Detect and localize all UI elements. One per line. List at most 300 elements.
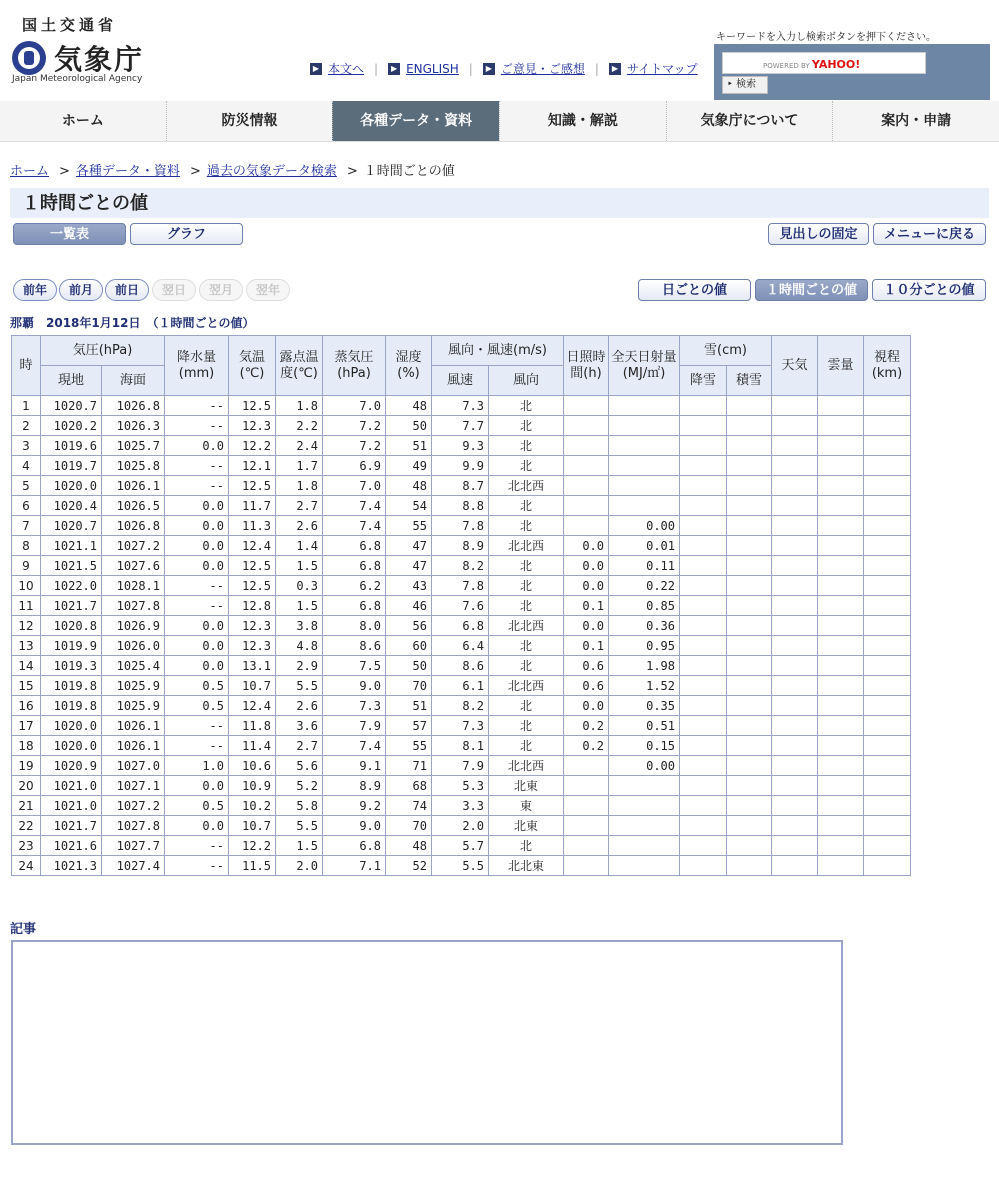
table-cell: 9.2 — [323, 796, 386, 816]
table-cell — [727, 496, 772, 516]
table-cell: 1020.7 — [41, 516, 102, 536]
table-cell: 12.3 — [229, 616, 276, 636]
nav-home[interactable]: ホーム — [61, 113, 104, 129]
table-row — [12, 476, 911, 496]
table-cell — [727, 556, 772, 576]
link-separator: | — [374, 61, 379, 76]
table-cell — [772, 736, 818, 756]
table-cell: -- — [165, 476, 229, 496]
table-cell: 北 — [489, 656, 564, 676]
col-radiation: 全天日射量(MJ/㎡) — [609, 336, 680, 396]
table-cell — [864, 556, 911, 576]
table-cell: 3 — [12, 436, 41, 456]
table-cell: 7.0 — [323, 396, 386, 416]
nav-guide[interactable]: 案内・申請 — [832, 101, 999, 141]
table-cell: 11.5 — [229, 856, 276, 876]
table-cell: 北 — [489, 736, 564, 756]
table-cell: 21 — [12, 796, 41, 816]
table-cell: 2.7 — [276, 736, 323, 756]
table-cell: 57 — [386, 716, 432, 736]
table-cell — [818, 596, 864, 616]
table-cell: 7.3 — [323, 696, 386, 716]
global-nav — [0, 101, 999, 142]
table-cell: 5 — [12, 476, 41, 496]
table-cell: 55 — [386, 516, 432, 536]
table-cell: 北北東 — [489, 856, 564, 876]
table-cell: 1020.7 — [41, 396, 102, 416]
table-cell: 0.0 — [564, 536, 609, 556]
table-cell: 7.7 — [432, 416, 489, 436]
table-caption: 那覇 2018年1月12日 （１時間ごとの値） — [10, 316, 255, 330]
link-main-text[interactable]: 本文へ — [328, 62, 365, 76]
table-cell: 1022.0 — [41, 576, 102, 596]
table-cell — [727, 696, 772, 716]
table-cell: 10.7 — [229, 676, 276, 696]
table-cell: 9 — [12, 556, 41, 576]
nav-about[interactable]: 気象庁について — [666, 101, 833, 141]
table-row — [12, 656, 911, 676]
search-input[interactable] — [722, 52, 926, 74]
table-cell: 56 — [386, 616, 432, 636]
table-cell — [864, 616, 911, 636]
table-cell — [818, 516, 864, 536]
table-cell — [818, 496, 864, 516]
table-cell: 10.2 — [229, 796, 276, 816]
table-cell: 12.2 — [229, 836, 276, 856]
table-cell — [727, 416, 772, 436]
table-cell — [564, 816, 609, 836]
table-row — [12, 596, 911, 616]
table-cell: 10.7 — [229, 816, 276, 836]
table-cell — [818, 456, 864, 476]
graph-view-button[interactable]: グラフ — [130, 223, 243, 245]
table-cell — [818, 756, 864, 776]
table-cell — [609, 396, 680, 416]
table-cell: 1020.4 — [41, 496, 102, 516]
table-cell: 1021.1 — [41, 536, 102, 556]
table-row — [12, 576, 911, 596]
table-cell: 7.1 — [323, 856, 386, 876]
table-cell: 0.36 — [609, 616, 680, 636]
table-cell: 22 — [12, 816, 41, 836]
table-cell: 12.4 — [229, 536, 276, 556]
table-cell — [727, 516, 772, 536]
table-cell: 8.2 — [432, 696, 489, 716]
col-snow: 雪(cm) — [680, 336, 772, 366]
table-cell — [864, 496, 911, 516]
table-cell — [727, 676, 772, 696]
table-cell: 北 — [489, 496, 564, 516]
link-separator: | — [468, 61, 473, 76]
jma-logo-icon — [12, 41, 46, 75]
table-cell — [564, 416, 609, 436]
link-feedback[interactable]: ご意見・ご感想 — [500, 62, 585, 76]
table-cell: 2.0 — [432, 816, 489, 836]
table-cell: 51 — [386, 696, 432, 716]
table-cell — [772, 576, 818, 596]
table-cell: 8.8 — [432, 496, 489, 516]
table-cell: 0.0 — [564, 696, 609, 716]
link-english[interactable]: ENGLISH — [406, 61, 459, 76]
table-cell: 0.22 — [609, 576, 680, 596]
table-cell: 50 — [386, 656, 432, 676]
table-cell: 8.7 — [432, 476, 489, 496]
table-cell: 19 — [12, 756, 41, 776]
table-cell: 1026.0 — [102, 636, 165, 656]
table-cell: -- — [165, 456, 229, 476]
table-cell: 0.0 — [165, 536, 229, 556]
table-row — [12, 836, 911, 856]
col-wind-speed: 風速 — [432, 366, 489, 396]
table-cell: 6.8 — [432, 616, 489, 636]
col-snowdepth: 積雪 — [727, 366, 772, 396]
table-cell: 7 — [12, 516, 41, 536]
table-cell: 3.8 — [276, 616, 323, 636]
table-cell — [772, 696, 818, 716]
table-cell: 0.95 — [609, 636, 680, 656]
table-cell — [680, 436, 727, 456]
table-cell — [864, 776, 911, 796]
table-cell: 0.5 — [165, 796, 229, 816]
table-cell — [864, 796, 911, 816]
col-temp: 気温(℃) — [229, 336, 276, 396]
table-cell — [680, 416, 727, 436]
table-cell: 5.2 — [276, 776, 323, 796]
table-cell: 7.3 — [432, 716, 489, 736]
table-cell: 6.4 — [432, 636, 489, 656]
table-cell — [864, 596, 911, 616]
table-cell: 2.9 — [276, 656, 323, 676]
table-cell — [727, 396, 772, 416]
next-day-button: 翌日 — [152, 279, 196, 301]
table-cell: 11.4 — [229, 736, 276, 756]
table-cell — [680, 816, 727, 836]
table-cell — [864, 396, 911, 416]
table-cell: 1027.8 — [102, 596, 165, 616]
table-cell: 7.9 — [323, 716, 386, 736]
table-cell: 47 — [386, 536, 432, 556]
table-cell: 11.7 — [229, 496, 276, 516]
col-pressure-sea: 海面 — [102, 366, 165, 396]
table-cell: 0.2 — [564, 736, 609, 756]
page-title: １時間ごとの値 — [10, 186, 989, 218]
table-cell — [609, 476, 680, 496]
table-cell — [864, 836, 911, 856]
table-cell: 0.11 — [609, 556, 680, 576]
agency-logo[interactable] — [12, 38, 144, 78]
table-cell — [564, 836, 609, 856]
table-cell — [864, 696, 911, 716]
table-cell — [680, 576, 727, 596]
table-row — [12, 396, 911, 416]
table-cell: 1.0 — [165, 756, 229, 776]
table-cell: 47 — [386, 556, 432, 576]
table-cell: 70 — [386, 676, 432, 696]
table-cell: 2.7 — [276, 496, 323, 516]
table-cell: 7.8 — [432, 516, 489, 536]
table-cell — [772, 776, 818, 796]
table-cell: 1027.0 — [102, 756, 165, 776]
table-cell: 1027.7 — [102, 836, 165, 856]
table-row — [12, 756, 911, 776]
table-cell — [564, 496, 609, 516]
table-cell: 北 — [489, 456, 564, 476]
table-cell: 8.2 — [432, 556, 489, 576]
table-cell — [864, 816, 911, 836]
table-cell — [727, 856, 772, 876]
table-cell — [864, 516, 911, 536]
table-cell: 1019.6 — [41, 436, 102, 456]
table-cell: 74 — [386, 796, 432, 816]
search-button-label: 検索 — [736, 79, 757, 90]
table-cell — [727, 576, 772, 596]
table-cell: 6.8 — [323, 596, 386, 616]
table-cell — [818, 776, 864, 796]
table-cell — [772, 836, 818, 856]
table-cell: 北北西 — [489, 536, 564, 556]
next-year-button: 翌年 — [246, 279, 290, 301]
col-weather: 天気 — [772, 336, 818, 396]
table-cell — [680, 456, 727, 476]
nav-data[interactable]: 各種データ・資料 — [332, 101, 499, 141]
table-cell: 7.4 — [323, 736, 386, 756]
prev-day-button[interactable]: 前日 — [105, 279, 149, 301]
table-view-button[interactable]: 一覧表 — [13, 223, 126, 245]
table-cell: 0.00 — [609, 516, 680, 536]
breadcrumb-separator: > — [59, 164, 70, 179]
table-cell — [818, 416, 864, 436]
nav-knowledge[interactable]: 知識・解説 — [499, 101, 666, 141]
table-cell: 10 — [12, 576, 41, 596]
table-cell: 北北西 — [489, 676, 564, 696]
table-cell: 0.0 — [165, 816, 229, 836]
table-cell — [609, 436, 680, 456]
table-cell: 14 — [12, 656, 41, 676]
table-cell: 5.7 — [432, 836, 489, 856]
table-cell — [772, 796, 818, 816]
table-cell: 7.8 — [432, 576, 489, 596]
search-button[interactable]: ‣ 検索 — [722, 76, 768, 94]
arrow-square-icon: ▶ — [388, 63, 400, 75]
table-cell: 6.9 — [323, 456, 386, 476]
table-cell: 24 — [12, 856, 41, 876]
table-cell — [564, 776, 609, 796]
table-cell — [818, 636, 864, 656]
table-row — [12, 676, 911, 696]
daily-values-button[interactable]: 日ごとの値 — [638, 279, 751, 301]
table-cell: 1026.8 — [102, 516, 165, 536]
table-cell: 12.3 — [229, 636, 276, 656]
table-cell — [564, 856, 609, 876]
table-cell — [680, 836, 727, 856]
hourly-values-button[interactable]: １時間ごとの値 — [755, 279, 868, 301]
back-to-menu-button[interactable]: メニューに戻る — [873, 223, 986, 245]
table-cell — [564, 756, 609, 776]
table-cell — [727, 736, 772, 756]
table-cell: 1025.9 — [102, 676, 165, 696]
table-cell: 1.4 — [276, 536, 323, 556]
table-cell: 11.8 — [229, 716, 276, 736]
table-cell — [727, 616, 772, 636]
table-cell: -- — [165, 836, 229, 856]
table-cell: 8.6 — [323, 636, 386, 656]
table-cell — [609, 796, 680, 816]
table-cell: 北北西 — [489, 616, 564, 636]
table-cell: 1021.0 — [41, 776, 102, 796]
table-row — [12, 776, 911, 796]
table-cell — [818, 836, 864, 856]
table-cell: 東 — [489, 796, 564, 816]
breadcrumb-separator: > — [346, 164, 358, 179]
table-cell: 北 — [489, 396, 564, 416]
agency-name-en: Japan Meteorological Agency — [12, 74, 143, 84]
table-cell: 1027.6 — [102, 556, 165, 576]
table-cell: 12.5 — [229, 556, 276, 576]
table-cell: 8 — [12, 536, 41, 556]
table-cell: 11.3 — [229, 516, 276, 536]
table-cell: 北 — [489, 836, 564, 856]
table-cell: 1025.4 — [102, 656, 165, 676]
table-cell: 北東 — [489, 816, 564, 836]
table-cell — [609, 776, 680, 796]
table-cell: 0.0 — [564, 576, 609, 596]
table-cell — [564, 796, 609, 816]
table-cell: 1026.9 — [102, 616, 165, 636]
table-cell: 6.8 — [323, 836, 386, 856]
table-cell: 1019.7 — [41, 456, 102, 476]
breadcrumb-home[interactable]: ホーム — [10, 164, 50, 179]
table-cell — [680, 656, 727, 676]
table-cell: -- — [165, 576, 229, 596]
table-cell — [564, 476, 609, 496]
table-cell — [772, 536, 818, 556]
table-cell: 1.5 — [276, 836, 323, 856]
table-cell — [772, 616, 818, 636]
arrow-square-icon: ▶ — [483, 63, 495, 75]
notes-box — [11, 940, 843, 1145]
table-cell: 1026.1 — [102, 736, 165, 756]
table-cell — [772, 656, 818, 676]
col-snowfall: 降雪 — [680, 366, 727, 396]
table-cell: 1.5 — [276, 596, 323, 616]
table-cell: 15 — [12, 676, 41, 696]
table-row — [12, 816, 911, 836]
arrow-square-icon: ▶ — [609, 63, 621, 75]
nav-disaster-info[interactable]: 防災情報 — [166, 101, 333, 141]
table-cell — [609, 836, 680, 856]
table-cell: 0.6 — [564, 676, 609, 696]
table-cell: 1020.2 — [41, 416, 102, 436]
table-cell: 7.6 — [432, 596, 489, 616]
table-cell — [772, 456, 818, 476]
table-cell — [680, 476, 727, 496]
table-cell — [727, 816, 772, 836]
table-cell: 1021.5 — [41, 556, 102, 576]
table-cell: 2 — [12, 416, 41, 436]
table-cell: 7.4 — [323, 516, 386, 536]
table-row — [12, 496, 911, 516]
table-cell — [818, 556, 864, 576]
table-cell: 3.6 — [276, 716, 323, 736]
table-cell — [680, 396, 727, 416]
table-row — [12, 616, 911, 636]
table-cell: 0.6 — [564, 656, 609, 676]
table-cell: 0.15 — [609, 736, 680, 756]
table-cell — [564, 516, 609, 536]
table-row — [12, 536, 911, 556]
breadcrumb-search[interactable]: 過去の気象データ検索 — [206, 164, 337, 179]
table-cell: 北 — [489, 436, 564, 456]
table-cell: 北 — [489, 556, 564, 576]
prev-month-button[interactable]: 前月 — [59, 279, 103, 301]
notes-label: 記事 — [10, 922, 37, 937]
table-cell: 0.1 — [564, 596, 609, 616]
col-humidity: 湿度(%) — [386, 336, 432, 396]
col-hour: 時 — [12, 336, 41, 396]
breadcrumb-data[interactable]: 各種データ・資料 — [75, 164, 180, 179]
table-cell: 1027.4 — [102, 856, 165, 876]
table-cell: 1025.8 — [102, 456, 165, 476]
table-cell — [818, 476, 864, 496]
table-cell — [727, 476, 772, 496]
col-wind: 風向・風速(m/s) — [432, 336, 564, 366]
table-cell: 8.9 — [323, 776, 386, 796]
table-cell: 5.5 — [276, 676, 323, 696]
table-cell — [609, 416, 680, 436]
table-cell: 4.8 — [276, 636, 323, 656]
yahoo-logo: YAHOO! — [811, 58, 861, 71]
table-cell: 12.5 — [229, 396, 276, 416]
link-sitemap[interactable]: サイトマップ — [626, 62, 698, 76]
col-visibility: 視程(km) — [864, 336, 911, 396]
col-sunshine: 日照時間(h) — [564, 336, 609, 396]
table-cell: 18 — [12, 736, 41, 756]
site-search — [714, 28, 990, 100]
ten-minute-values-button[interactable]: １０分ごとの値 — [872, 279, 986, 301]
table-cell: 2.2 — [276, 416, 323, 436]
table-cell: 8.0 — [323, 616, 386, 636]
table-cell: 0.0 — [165, 616, 229, 636]
col-pressure-local: 現地 — [41, 366, 102, 396]
table-row — [12, 856, 911, 876]
table-cell — [727, 456, 772, 476]
table-cell: 7.3 — [432, 396, 489, 416]
table-cell: 16 — [12, 696, 41, 716]
table-cell: 5.8 — [276, 796, 323, 816]
table-cell — [818, 856, 864, 876]
table-cell — [818, 536, 864, 556]
table-cell: 0.0 — [165, 496, 229, 516]
table-cell: 9.0 — [323, 816, 386, 836]
table-cell: 6.2 — [323, 576, 386, 596]
table-cell: 1020.0 — [41, 476, 102, 496]
table-cell: 0.0 — [165, 556, 229, 576]
table-cell: 6 — [12, 496, 41, 516]
table-cell: 0.0 — [165, 516, 229, 536]
table-cell: 9.3 — [432, 436, 489, 456]
table-row — [12, 556, 911, 576]
arrow-square-icon: ▶ — [310, 63, 322, 75]
table-cell: 12.2 — [229, 436, 276, 456]
prev-year-button[interactable]: 前年 — [13, 279, 57, 301]
table-cell: 5.5 — [432, 856, 489, 876]
table-cell — [818, 816, 864, 836]
fix-header-button[interactable]: 見出しの固定 — [768, 223, 869, 245]
table-cell — [564, 436, 609, 456]
table-cell: 北 — [489, 416, 564, 436]
table-cell: 9.9 — [432, 456, 489, 476]
table-cell: 北 — [489, 516, 564, 536]
